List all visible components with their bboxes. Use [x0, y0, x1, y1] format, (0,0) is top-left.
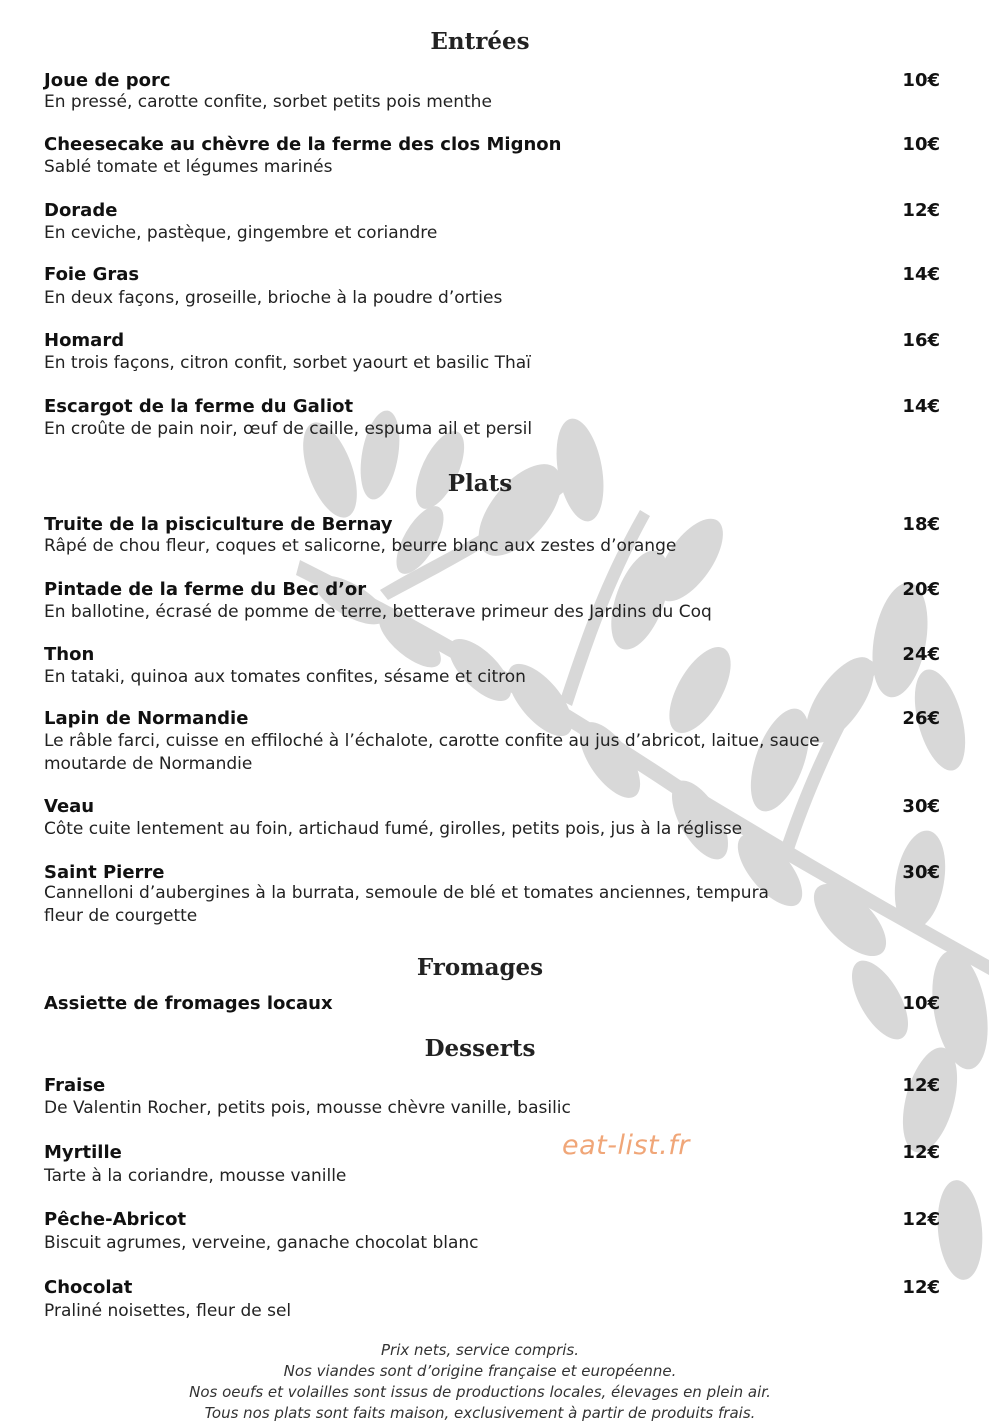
menu-item-name: Truite de la pisciculture de Bernay	[44, 514, 393, 535]
menu-item-price: 24€	[902, 644, 940, 665]
menu-item-description: De Valentin Rocher, petits pois, mousse chèvre vanille, basilic	[44, 1098, 571, 1118]
footer-line: Nos viandes sont d’origine française et européenne.	[283, 1362, 677, 1380]
menu-item-price: 26€	[902, 708, 940, 729]
footer-notes	[0, 1340, 960, 1424]
menu-item-price: 12€	[902, 200, 940, 221]
menu-item-name: Dorade	[44, 200, 118, 221]
section-title-entrees: Entrées	[430, 28, 530, 55]
menu-item-name: Foie Gras	[44, 264, 140, 285]
menu-item-price: 10€	[902, 134, 940, 155]
menu-item-description: En trois façons, citron confit, sorbet yaourt et basilic Thaï	[44, 353, 531, 373]
menu-item-price: 14€	[902, 264, 940, 285]
menu-item-name: Thon	[44, 644, 95, 665]
menu-item-description: Côte cuite lentement au foin, artichaud fumé, girolles, petits pois, jus à la réglisse	[44, 819, 743, 839]
menu-item-description: Praliné noisettes, fleur de sel	[44, 1301, 292, 1321]
menu-item-price: 12€	[902, 1209, 940, 1230]
section-title-plats: Plats	[447, 470, 513, 497]
footer-line: Tous nos plats sont faits maison, exclusivement à partir de produits frais.	[204, 1404, 756, 1422]
menu-item-description: Sablé tomate et légumes marinés	[44, 157, 333, 177]
menu-item-price: 16€	[902, 330, 940, 351]
menu-item-description: En deux façons, groseille, brioche à la poudre d’orties	[44, 288, 503, 308]
menu-item-name: Lapin de Normandie	[44, 708, 249, 729]
menu-item-price: 10€	[902, 70, 940, 91]
menu-item-price: 12€	[902, 1075, 940, 1096]
menu-item-price: 12€	[902, 1142, 940, 1163]
menu-item-name: Chocolat	[44, 1277, 133, 1298]
menu-item-name: Saint Pierre	[44, 862, 165, 883]
menu-item-description: En pressé, carotte confite, sorbet petits pois menthe	[44, 92, 492, 112]
menu-item-name: Homard	[44, 330, 125, 351]
footer-line: Nos oeufs et volailles sont issus de productions locales, élevages en plein air.	[189, 1383, 771, 1401]
menu-item-price: 30€	[902, 862, 940, 883]
menu-item-name: Pintade de la ferme du Bec d’or	[44, 579, 367, 600]
menu-item-name: Joue de porc	[44, 70, 171, 91]
menu-item-description: En ceviche, pastèque, gingembre et coriandre	[44, 223, 438, 243]
section-title-fromages: Fromages	[416, 954, 544, 981]
menu-item-description: En tataki, quinoa aux tomates confites, sésame et citron	[44, 667, 526, 687]
menu-item-name: Cheesecake au chèvre de la ferme des clos Mignon	[44, 134, 562, 155]
menu-item-description: En croûte de pain noir, œuf de caille, espuma ail et persil	[44, 419, 533, 439]
menu-item-price: 12€	[902, 1277, 940, 1298]
footer-line: Prix nets, service compris.	[381, 1341, 579, 1359]
menu-item-description: Râpé de chou fleur, coques et salicorne, beurre blanc aux zestes d’orange	[44, 536, 677, 556]
menu-item-price: 10€	[902, 993, 940, 1014]
menu-item-name: Myrtille	[44, 1142, 122, 1163]
menu-item-name: Assiette de fromages locaux	[44, 993, 333, 1014]
watermark-text: eat-list.fr	[562, 1130, 690, 1161]
section-title-desserts: Desserts	[424, 1035, 536, 1062]
menu-item-name: Pêche-Abricot	[44, 1209, 187, 1230]
menu-item-name: Veau	[44, 796, 95, 817]
menu-item-price: 30€	[902, 796, 940, 817]
menu-item-description: En ballotine, écrasé de pomme de terre, betterave primeur des Jardins du Coq	[44, 602, 712, 622]
menu-item-price: 20€	[902, 579, 940, 600]
menu-item-description: Biscuit agrumes, verveine, ganache chocolat blanc	[44, 1233, 479, 1253]
menu-item-description: Tarte à la coriandre, mousse vanille	[44, 1166, 347, 1186]
menu-item-price: 18€	[902, 514, 940, 535]
menu-item-price: 14€	[902, 396, 940, 417]
menu-item-name: Fraise	[44, 1075, 106, 1096]
menu-item-description: Le râble farci, cuisse en effiloché à l’échalote, carotte confite au jus d’abricot, laitue, sauce moutarde de Normandie	[44, 731, 820, 774]
menu-item-name: Escargot de la ferme du Galiot	[44, 396, 354, 417]
menu-item-description: Cannelloni d’aubergines à la burrata, semoule de blé et tomates anciennes, tempura fleur de courgette	[44, 883, 769, 926]
